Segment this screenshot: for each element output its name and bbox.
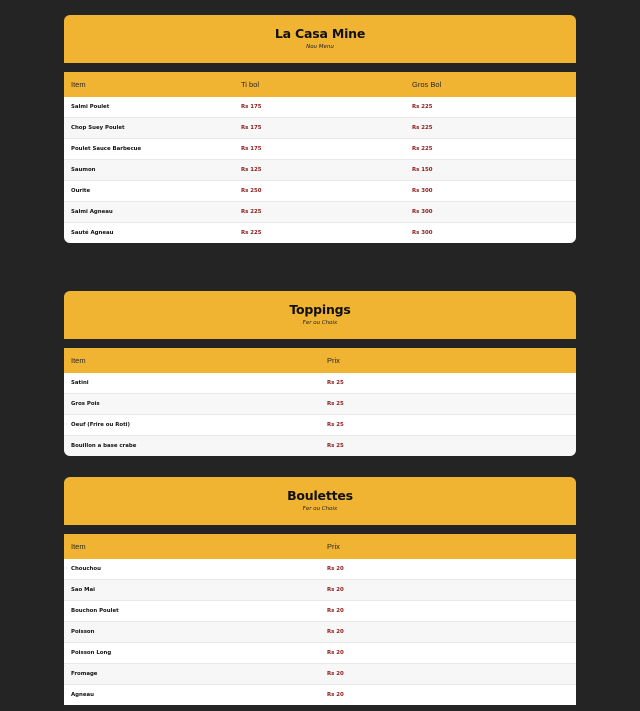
item-name: Chouchou: [64, 559, 320, 580]
price-gros-bol: Rs 150: [405, 160, 576, 181]
price-ti-bol: Rs 125: [234, 160, 405, 181]
table-row: [64, 202, 576, 223]
item-price: Rs 25: [320, 394, 576, 415]
section-header: [64, 15, 576, 63]
section-divider: [64, 339, 576, 348]
price-gros-bol: Rs 225: [405, 118, 576, 139]
item-name: Gros Pois: [64, 394, 320, 415]
item-price: Rs 25: [320, 373, 576, 394]
table-row: [64, 118, 576, 139]
column-header-item: Item: [64, 348, 320, 373]
table-row: [64, 223, 576, 244]
item-name: Poulet Sauce Barbecue: [64, 139, 234, 160]
item-price: Rs 20: [320, 559, 576, 580]
table-row: [64, 181, 576, 202]
item-name: Bouillon a base crabe: [64, 436, 320, 457]
menu-table-wrapper: [64, 534, 576, 705]
item-name: Ourite: [64, 181, 234, 202]
section-subtitle: Fer ou Choix: [302, 320, 338, 326]
column-header-item: Item: [64, 534, 320, 559]
item-name: Salmi Poulet: [64, 97, 234, 118]
menu-table: [64, 348, 576, 456]
column-header-prix: Prix: [320, 534, 576, 559]
table-row: [64, 622, 576, 643]
price-ti-bol: Rs 175: [234, 118, 405, 139]
section-header: [64, 477, 576, 525]
column-header-ti-bol: Ti bol: [234, 72, 405, 97]
price-gros-bol: Rs 300: [405, 202, 576, 223]
table-row: [64, 685, 576, 706]
price-gros-bol: Rs 300: [405, 181, 576, 202]
section-title: La Casa Mine: [274, 26, 366, 41]
table-row: [64, 436, 576, 457]
item-price: Rs 25: [320, 436, 576, 457]
table-row: [64, 664, 576, 685]
table-header-row: [64, 348, 576, 373]
menu-section-toppings: [64, 291, 576, 456]
table-row: [64, 160, 576, 181]
table-row: [64, 580, 576, 601]
table-header-row: [64, 534, 576, 559]
price-ti-bol: Rs 175: [234, 97, 405, 118]
table-row: [64, 97, 576, 118]
table-row: [64, 373, 576, 394]
table-row: [64, 394, 576, 415]
column-header-item: Item: [64, 72, 234, 97]
section-title: Toppings: [289, 302, 351, 317]
item-name: Salmi Agneau: [64, 202, 234, 223]
section-subtitle: Fer ou Choix: [302, 506, 338, 512]
item-price: Rs 20: [320, 622, 576, 643]
item-price: Rs 20: [320, 601, 576, 622]
price-gros-bol: Rs 225: [405, 97, 576, 118]
price-gros-bol: Rs 300: [405, 223, 576, 244]
item-name: Sao Mai: [64, 580, 320, 601]
item-price: Rs 20: [320, 580, 576, 601]
menu-section-la-casa-mine: [64, 15, 576, 243]
table-row: [64, 601, 576, 622]
item-price: Rs 25: [320, 415, 576, 436]
table-row: [64, 415, 576, 436]
item-name: Saumon: [64, 160, 234, 181]
menu-section-boulettes: [64, 477, 576, 705]
item-name: Poisson: [64, 622, 320, 643]
column-header-gros-bol: Gros Bol: [405, 72, 576, 97]
price-ti-bol: Rs 225: [234, 202, 405, 223]
item-price: Rs 20: [320, 643, 576, 664]
section-header: [64, 291, 576, 339]
column-header-prix: Prix: [320, 348, 576, 373]
item-price: Rs 20: [320, 685, 576, 706]
price-ti-bol: Rs 175: [234, 139, 405, 160]
menu-table-wrapper: [64, 348, 576, 456]
item-name: Bouchon Poulet: [64, 601, 320, 622]
item-name: Chop Suey Poulet: [64, 118, 234, 139]
menu-table: [64, 72, 576, 243]
item-name: Oeuf (Frire ou Roti): [64, 415, 320, 436]
price-ti-bol: Rs 225: [234, 223, 405, 244]
item-name: Poisson Long: [64, 643, 320, 664]
section-divider: [64, 525, 576, 534]
price-gros-bol: Rs 225: [405, 139, 576, 160]
section-divider: [64, 63, 576, 72]
menu-table: [64, 534, 576, 705]
section-subtitle: Nou Menu: [306, 44, 334, 50]
item-name: Fromage: [64, 664, 320, 685]
table-row: [64, 643, 576, 664]
table-row: [64, 139, 576, 160]
section-title: Boulettes: [287, 488, 353, 503]
menu-table-wrapper: [64, 72, 576, 243]
table-header-row: [64, 72, 576, 97]
item-price: Rs 20: [320, 664, 576, 685]
item-name: Sauté Agneau: [64, 223, 234, 244]
item-name: Agneau: [64, 685, 320, 706]
price-ti-bol: Rs 250: [234, 181, 405, 202]
table-row: [64, 559, 576, 580]
item-name: Satini: [64, 373, 320, 394]
